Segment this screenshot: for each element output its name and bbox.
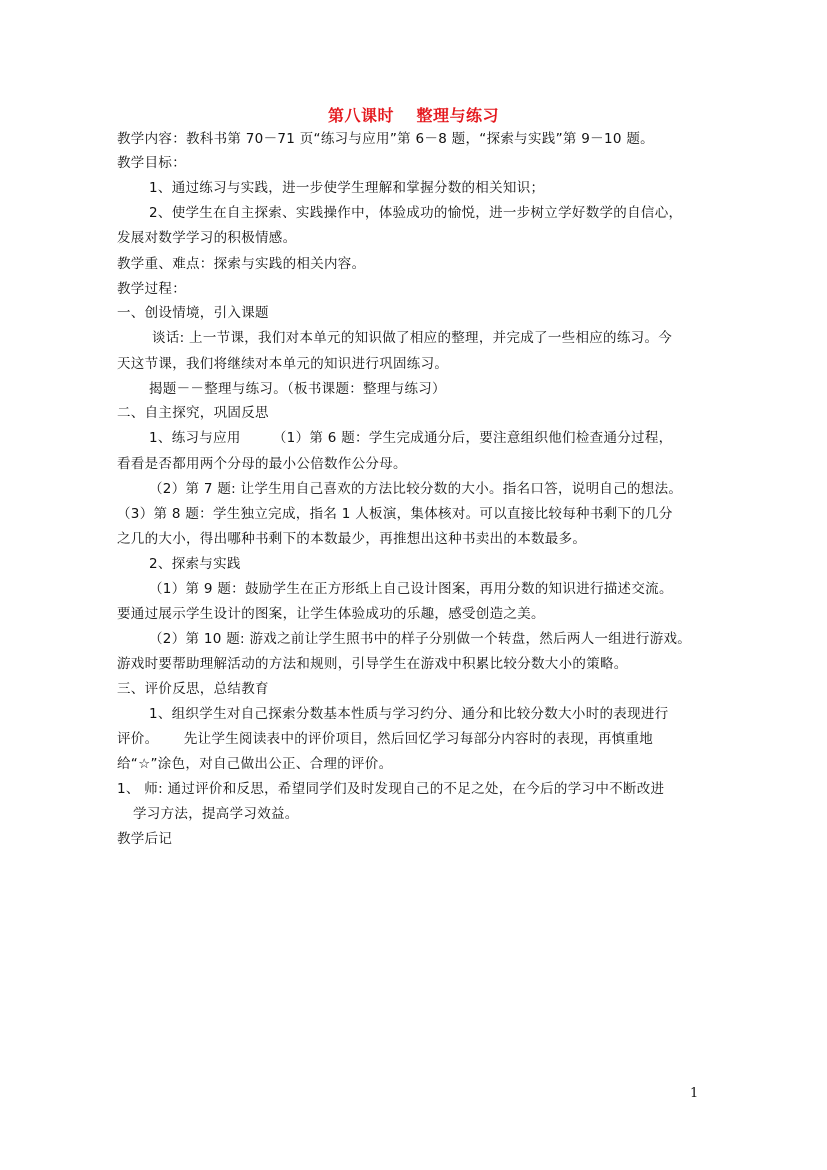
text-line-12: 二、自主探究，巩固反思 [117, 405, 269, 421]
text-line-26: 给“☆”涂色，对自己做出公正、合理的评价。 [117, 756, 393, 772]
text-line-11: 揭题－－整理与练习。（板书课题：整理与练习） [149, 381, 446, 397]
text-line-28: 学习方法，提高学习效益。 [133, 806, 299, 822]
text-line-24: 1、组织学生对自己探索分数基本性质与学习约分、通分和比较分数大小时的表现进行 [149, 706, 669, 722]
text-line-20: 要通过展示学生设计的图案，让学生体验成功的乐趣，感受创造之美。 [117, 606, 545, 622]
text-line-6: 教学重、难点：探索与实践的相关内容。 [117, 256, 366, 272]
text-line-25: 评价。 先让学生阅读表中的评价项目，然后回忆学习每部分内容时的表现，再慎重地 [117, 731, 654, 747]
text-line-23: 三、评价反思，总结教育 [117, 681, 269, 697]
text-line-29: 教学后记 [117, 831, 173, 847]
text-line-13: 1、练习与应用 （1）第 6 题：学生完成通分后，要注意组织他们检查通分过程， [149, 430, 673, 446]
text-line-18: 2、探索与实践 [149, 556, 241, 572]
text-line-21: （2）第 10 题: 游戏之前让学生照书中的样子分别做一个转盘，然后两人一组进行游戏。 [149, 631, 692, 647]
text-line-16: （3）第 8 题：学生独立完成，指名 1 人板演，集体核对。可以直接比较每种书剩下的几分 [117, 506, 673, 522]
text-line-27: 1、 师: 通过评价和反思，希望同学们及时发现自己的不足之处，在今后的学习中不断改进 [117, 781, 665, 797]
page-number: 1 [690, 1086, 699, 1101]
text-line-22: 游戏时要帮助理解活动的方法和规则，引导学生在游戏中积累比较分数大小的策略。 [117, 656, 628, 672]
text-line-5: 发展对数学学习的积极情感。 [117, 230, 297, 246]
text-line-14: 看看是否都用两个分母的最小公倍数作公分母。 [117, 456, 407, 472]
text-line-2: 教学目标： [117, 155, 186, 171]
text-line-8: 一、创设情境，引入课题 [117, 305, 269, 321]
text-line-9: 谈话: 上一节课，我们对本单元的知识做了相应的整理，并完成了一些相应的练习。今 [152, 330, 673, 346]
text-line-1: 教学内容：教科书第 70－71 页“练习与应用”第 6－8 题，“探索与实践”第 9－10 题。 [117, 131, 654, 147]
text-line-10: 天这节课，我们将继续对本单元的知识进行巩固练习。 [117, 356, 449, 372]
text-line-19: （1）第 9 题：鼓励学生在正方形纸上自己设计图案，再用分数的知识进行描述交流。 [149, 581, 673, 597]
text-line-7: 教学过程： [117, 281, 186, 297]
text-line-15: （2）第 7 题: 让学生用自己喜欢的方法比较分数的大小。指名口答，说明自己的想法。 [149, 481, 683, 497]
text-line-17: 之几的大小，得出哪种书剩下的本数最少，再推想出这种书卖出的本数最多。 [117, 531, 587, 547]
text-line-4: 2、使学生在自主探索、实践操作中，体验成功的愉悦，进一步树立学好数学的自信心， [149, 205, 683, 221]
document-title: 第八课时 整理与练习 [327, 106, 500, 125]
text-line-3: 1、通过练习与实践，进一步使学生理解和掌握分数的相关知识； [149, 180, 545, 196]
